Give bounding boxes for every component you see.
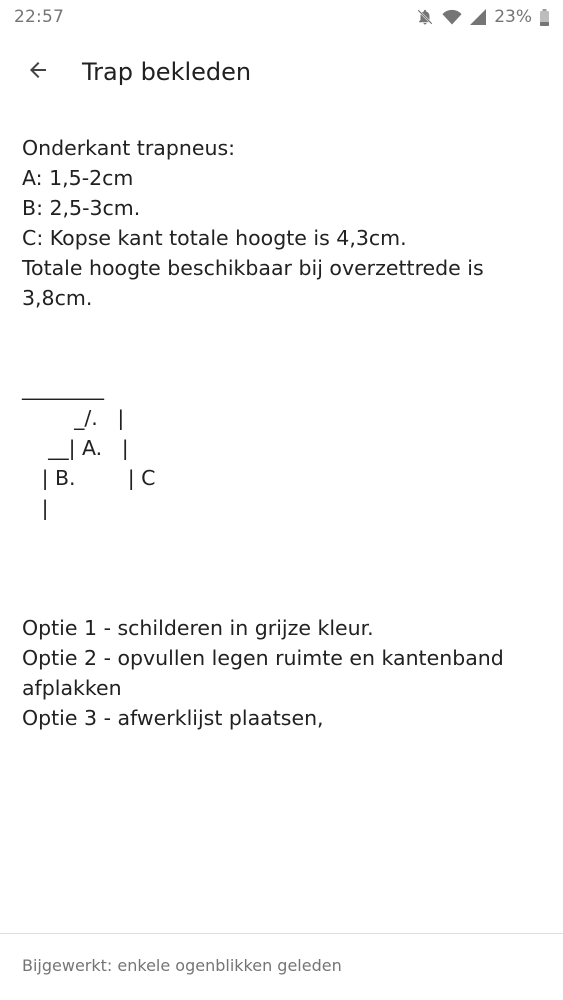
- app-bar: [0, 34, 563, 110]
- notifications-off-icon: [416, 8, 434, 26]
- note-line: Optie 1 - schilderen in grijze kleur.: [22, 616, 374, 640]
- note-line: |: [22, 496, 49, 520]
- note-line: 3,8cm.: [22, 286, 93, 310]
- note-line: C: Kopse kant totale hoogte is 4,3cm.: [22, 226, 407, 250]
- arrow-back-icon: [26, 58, 50, 86]
- note-content[interactable]: [22, 133, 543, 733]
- note-line: [22, 313, 543, 343]
- battery-icon: [540, 9, 549, 26]
- last-updated-text: Bijgewerkt: enkele ogenblikken geleden: [22, 956, 342, 975]
- note-line: [22, 553, 543, 583]
- battery-percent: 23%: [494, 7, 532, 27]
- wifi-icon: [442, 9, 462, 25]
- note-line: Optie 3 - afwerklijst plaatsen,: [22, 706, 324, 730]
- cellular-signal-icon: [470, 9, 486, 25]
- note-line: Onderkant trapneus:: [22, 136, 236, 160]
- note-line: [22, 523, 543, 553]
- note-line: [22, 583, 543, 613]
- note-line: __| A. |: [22, 436, 129, 460]
- status-icons: [416, 7, 549, 27]
- note-line: ________: [22, 376, 104, 400]
- note-line: _/. |: [22, 406, 125, 430]
- note-line: afplakken: [22, 676, 122, 700]
- status-time: 22:57: [14, 7, 64, 27]
- note-line: Optie 2 - opvullen legen ruimte en kantenband: [22, 646, 504, 670]
- status-bar: [0, 0, 563, 34]
- note-line: [22, 343, 543, 373]
- note-line: Totale hoogte beschikbaar bij overzettrede is: [22, 256, 484, 280]
- note-line: B: 2,5-3cm.: [22, 196, 141, 220]
- footer-divider: [0, 933, 563, 934]
- page-title: Trap bekleden: [82, 58, 252, 86]
- note-line: A: 1,5-2cm: [22, 166, 134, 190]
- note-line: | B. | C: [22, 466, 156, 490]
- back-button[interactable]: [18, 52, 58, 92]
